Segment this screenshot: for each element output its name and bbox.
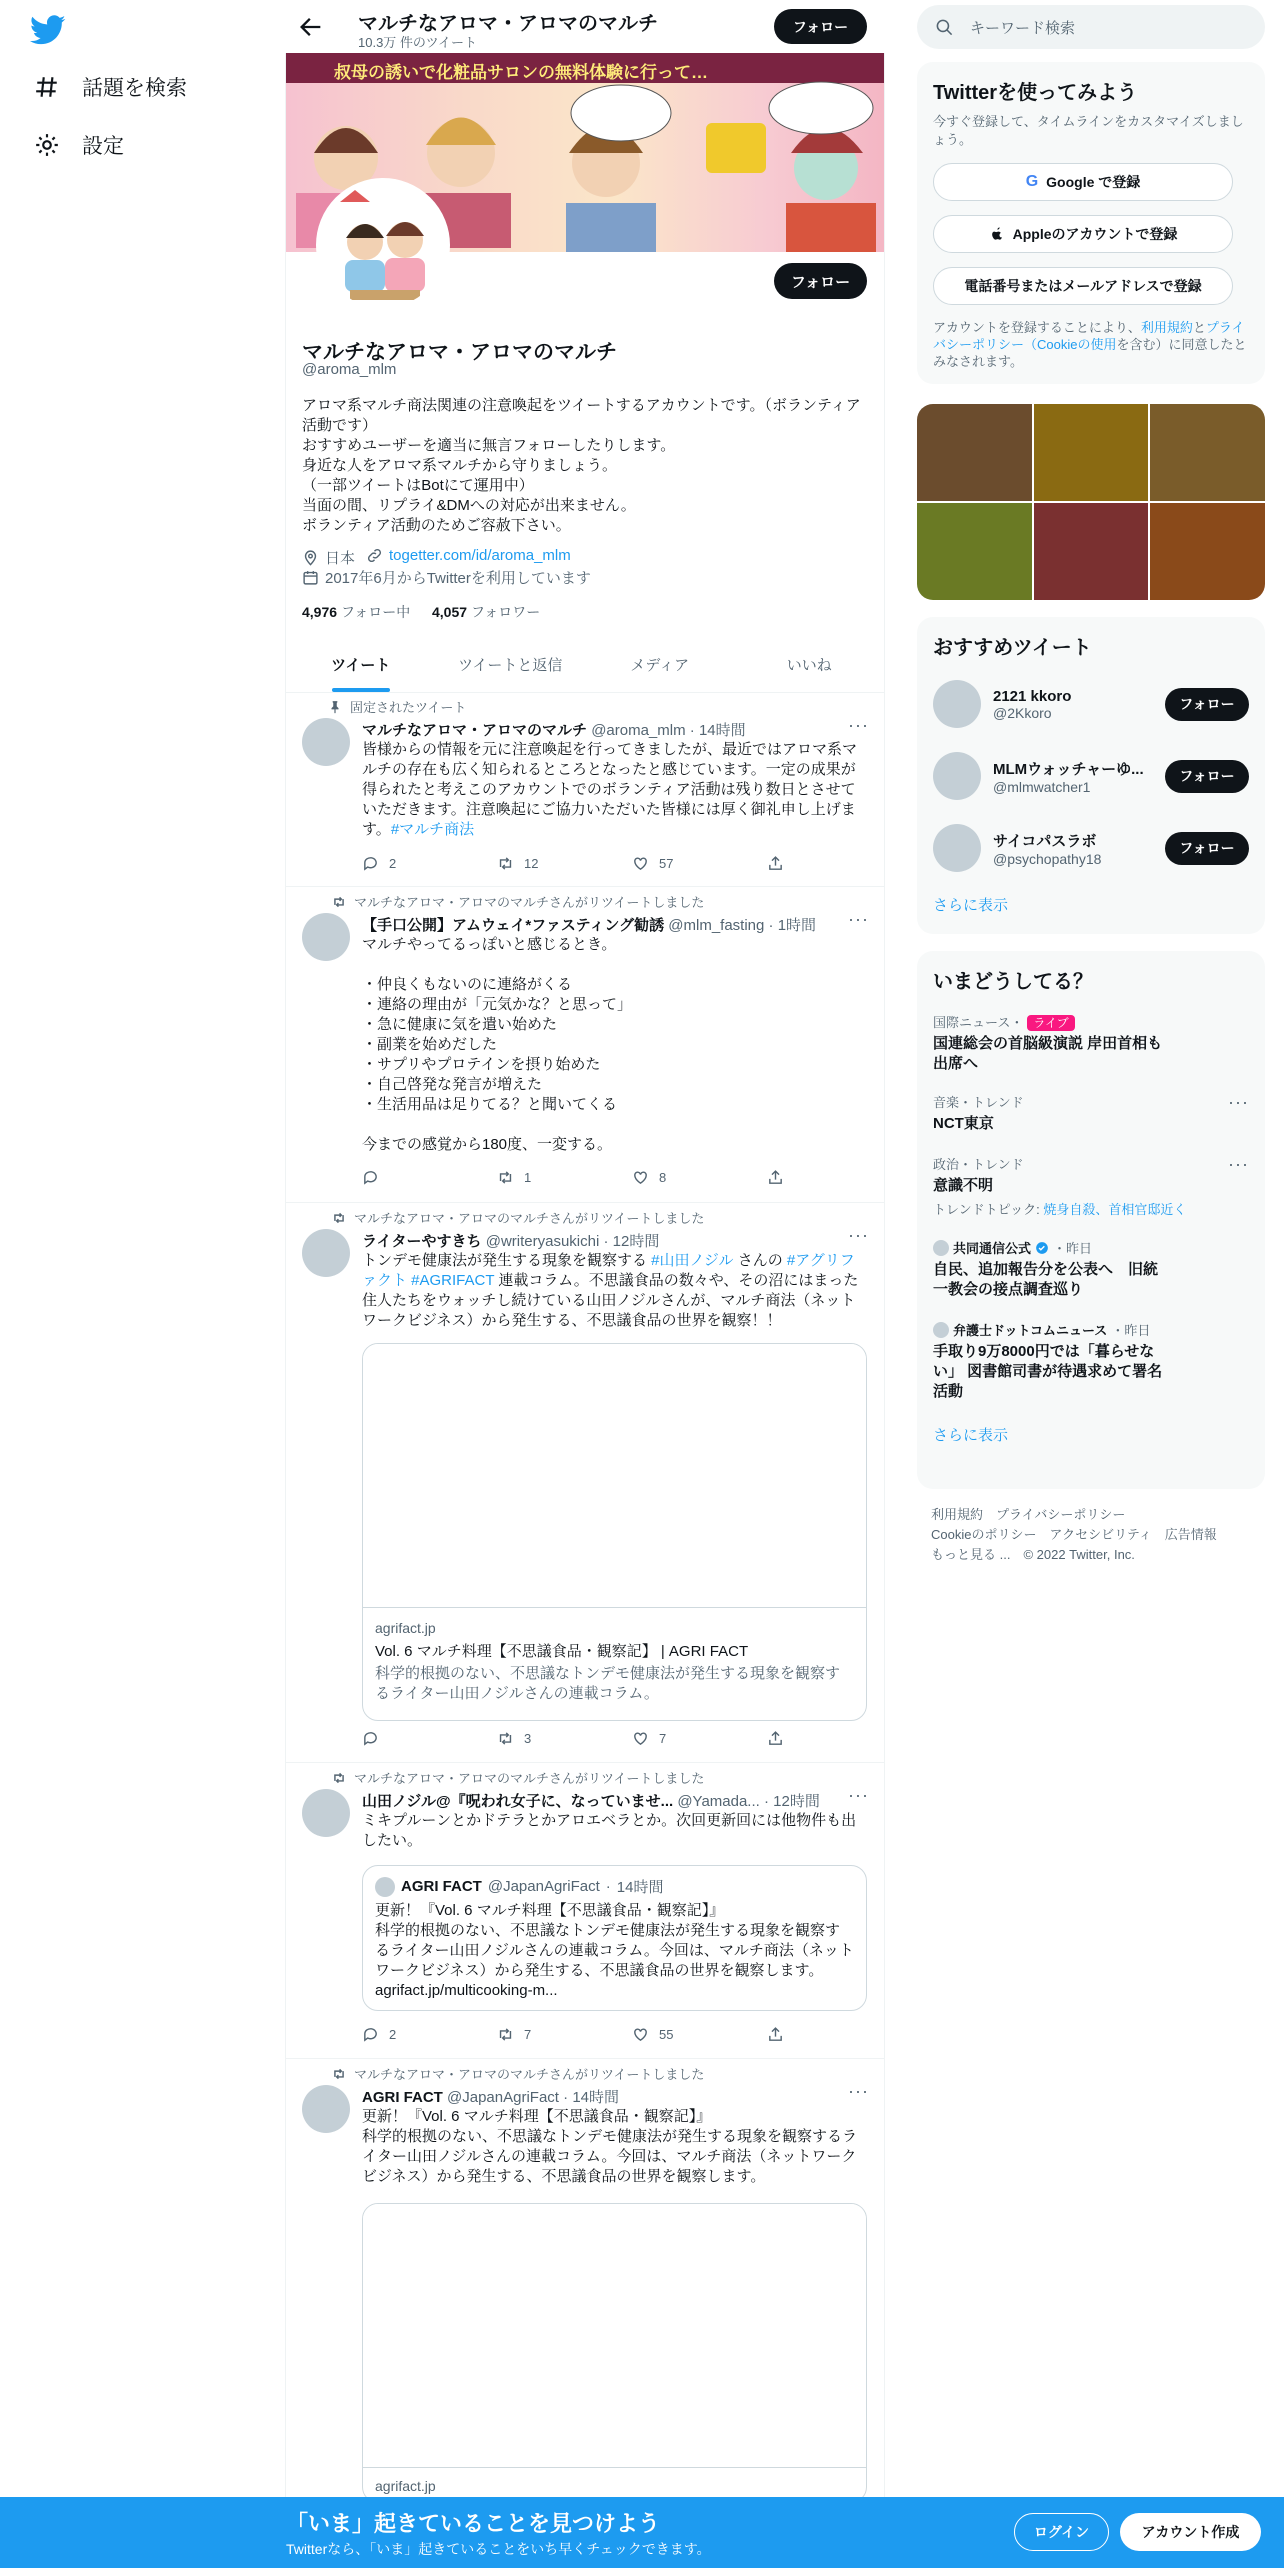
media-thumb[interactable] [917,404,1032,501]
profile-handle: @aroma_mlm [302,361,397,378]
trend-topic [933,1199,1249,1218]
followers-count: 4,057 [432,604,468,620]
media-thumb[interactable] [1034,404,1149,501]
phone-signup-label: 電話番号またはメールアドレスで登録 [964,278,1202,294]
reply-button[interactable] [362,855,497,872]
profile-location [302,547,355,568]
tweet-author-name[interactable]: 山田ノジル@『呪われ女子に、なっていませ... [362,1793,674,1810]
news-source-name: 弁護士ドットコムニュース [953,1323,1108,1338]
tweet-avatar[interactable] [302,1229,350,1277]
quote-avatar [375,1877,395,1897]
recommend-user[interactable] [933,824,1249,872]
trend-item[interactable] [933,1092,1249,1134]
joined-text: 2017年6月からTwitterを利用しています [325,570,591,587]
media-thumb[interactable] [1034,503,1149,600]
tweet-time: 14時間 [698,722,746,739]
retweet-icon [332,2067,346,2081]
news-item[interactable] [933,1320,1249,1402]
header-tweet-count: 10.3万 件のツイート [358,35,478,50]
tweet-author-name[interactable]: AGRI FACT [362,2089,443,2106]
hashtag-link[interactable]: #アグリファクト #AGRIFACT [362,1252,855,1289]
tweet-time: 12時間 [612,1233,660,1250]
tweet-actions [362,2026,902,2043]
search-placeholder: キーワード検索 [970,19,1076,37]
nav-explore[interactable] [34,72,187,102]
hashtag-icon [34,74,60,100]
footer-line[interactable]: もっと見る ... © 2022 Twitter, Inc. [931,1547,1135,1562]
banner-caption: 叔母の誘いで化粧品サロンの無料体験に行って… [334,63,708,82]
gear-icon [34,132,60,158]
share-icon [767,1730,784,1747]
tweet-body: 皆様からの情報を元に注意喚起を行ってきましたが、最近ではアロマ系マルチの存在も広く知られるところとなったと感じています。一定の成果が得られたと考えこのアカウントでのボランティア活動は残り数日とさせていただきます。注意喚起にご協力いただいた皆様には厚く御礼申し上げます。 [362,741,858,838]
tweet-author-name[interactable]: マルチなアロマ・アロマのマルチ [362,722,588,739]
tweet-text [362,1251,867,1331]
trend-topic-link[interactable]: 焼身自殺、首相官邸近く [1043,1202,1187,1217]
share-icon [767,2026,784,2043]
bottom-bar-title: 「いま」起きていることを見つけよう [286,2511,661,2536]
signup-title: Twitterを使ってみよう [933,82,1138,104]
retweet-context-label: マルチなアロマ・アロマのマルチさんがリツイートしました [354,1771,705,1786]
recommend-box [917,617,1265,934]
tweet-actions [362,855,902,872]
tweet-author-name[interactable]: 【手口公開】アムウェイ*ファスティング勧誘 [362,917,665,934]
avatar [933,1322,949,1338]
reply-icon [362,855,379,872]
profile-joined [302,567,591,588]
privacy-link[interactable]: プライバシーポリシー（Cookieの使用 [933,320,1245,352]
more-options-icon[interactable]: ··· [848,909,869,929]
retweet-button[interactable] [497,1169,632,1186]
news-item[interactable] [933,1238,1249,1300]
quote-author-name: AGRI FACT [401,1878,482,1895]
quote-text: 更新！『Vol. 6 マルチ料理【不思議食品・観察記】』 科学的根拠のない、不思議なトンデモ健康法が発生する現象を観察するライター山田ノジルさんの連載コラム。今回は、マルチ商法（ネットワークビジネス）から発生する、不思議食品の世界を観察します。 [375,1902,854,1979]
tweet-avatar[interactable] [302,913,350,961]
card-domain: agrifact.jp [375,1620,436,1636]
heart-icon [632,855,649,872]
retweet-icon [332,895,346,909]
search-icon [935,18,954,37]
tweet-actions [362,1730,902,1747]
followers-stat[interactable] [432,602,540,622]
header-name: マルチなアロマ・アロマのマルチ [358,13,658,35]
card-description: 科学的根拠のない、不思議なトンデモ健康法が発生する現象を観察するライター山田ノジルさんの連載コラム。 [375,1665,841,1702]
news-title: 自民、追加報告分を公表へ 旧統 一教会の接点調査巡り [933,1261,1159,1298]
tweet-text-part: 連載コラム。不思議食品の数々や、その沼にはまった住人たちをウォッチし続けている山田ノジルさんが、マルチ商法（ネットワークビジネス）から発生する、不思議食品の世界を観察！！ [362,1272,859,1329]
link-card[interactable] [362,1343,867,1721]
recommend-follow-button[interactable]: フォロー [1165,832,1249,865]
card-image [363,2204,866,2468]
tweet-handle: @JapanAgriFact [447,2089,559,2106]
trend-topic-label: トレンドトピック: [933,1202,1044,1217]
share-button[interactable] [767,2026,902,2043]
header-follow-button[interactable]: フォロー [774,9,867,44]
footer-line[interactable]: Cookieのポリシー アクセシビリティ 広告情報 [931,1527,1217,1542]
terms-link[interactable]: 利用規約 [1140,320,1193,335]
tweet-header: AGRI FACT @JapanAgriFact · 14時間 [362,2089,619,2106]
tweet-text: マルチやってるっぽいと感じるとき。 ・仲良くもないのに連絡がくる ・連絡の理由が「元気かな？と思って」 ・急に健康に気を遣い始めた ・副業を始めだした ・サプリやプロテインを摂り始めた ・自己啓発な発言が増えた ・生活用品は足りてる？と聞いてくる 今までの感覚から180度、一変する。 [362,936,633,1153]
link-icon [366,547,383,564]
more-options-icon[interactable]: ··· [848,715,869,735]
reply-count: 2 [389,856,397,871]
tweet-handle: @aroma_mlm [591,722,686,739]
quote-time: 14時間 [616,1879,664,1896]
reply-icon [362,1730,379,1747]
tweet-header: 山田ノジル@『呪われ女子に、なっていませ... @Yamada... · 12時間 [362,1793,820,1810]
more-options-icon[interactable]: ··· [848,1225,869,1245]
profile-name: マルチなアロマ・アロマのマルチ [302,341,617,364]
footer-links [931,1505,1261,1565]
signup-button[interactable]: アカウント作成 [1120,2513,1261,2551]
news-source [933,1238,1249,1257]
trends-box [917,951,1265,1489]
tab-likes[interactable]: いいね [786,657,832,674]
pinned-label: 固定されたツイート [350,700,467,715]
retweet-count: 3 [524,1731,532,1746]
recommend-user[interactable] [933,752,1249,800]
news-source-name: 共同通信公式 [953,1241,1032,1256]
tweet-avatar[interactable] [302,1789,350,1837]
following-label: フォロー中 [340,604,411,620]
retweet-context-label: マルチなアロマ・アロマのマルチさんがリツイートしました [354,2067,705,2082]
bottom-signup-bar [0,2497,1284,2568]
tweet-avatar[interactable] [302,2085,350,2133]
retweet-icon [497,2026,514,2043]
share-button[interactable] [767,1730,902,1747]
tweet-handle: @mlm_fasting [668,917,765,934]
card-domain: agrifact.jp [375,2478,436,2494]
trend-title: 国連総会の首脳級演説 岸田首相も 出席へ [933,1035,1163,1072]
pinned-context [328,697,466,716]
retweet-icon [497,1730,514,1747]
pin-icon [328,700,342,714]
recommend-user-name: サイコパスラボ [993,832,1097,850]
like-count: 7 [659,1731,667,1746]
like-button[interactable] [632,2026,767,2043]
media-grid [917,404,1265,600]
tweet-actions [362,1169,902,1186]
retweet-context [332,1768,704,1787]
share-icon [767,855,784,872]
tweet-text-part: さんの [733,1252,787,1269]
avatar [933,1240,949,1256]
apple-signup-label: Appleのアカウントで登録 [1012,226,1178,242]
tweet-text: 更新！『Vol. 6 マルチ料理【不思議食品・観察記】』 科学的根拠のない、不思議なトンデモ健康法が発生する現象を観察するライター山田ノジルさんの連載コラム。今回は、マルチ商法（ネットワークビジネス）から発生する、不思議食品の世界を観察します。 [362,2108,858,2185]
quote-header: AGRI FACT @JapanAgriFact · 14時間 [375,1876,854,1897]
terms-text: と [1192,320,1206,335]
avatar-illustration [320,182,446,308]
tweet-text: ミキプルーンとかドテラとかアロエベラとか。次回更新回には他物件も出したい。 [362,1812,857,1849]
like-count: 57 [659,856,674,871]
avatar [933,824,981,872]
profile-link[interactable] [366,547,571,564]
phone-signup-button[interactable] [933,267,1233,305]
footer-line[interactable]: 利用規約 プライバシーポリシー [931,1507,1126,1522]
terms-text: を含む）に同意したとみなされます。 [933,337,1247,369]
hashtag-link[interactable]: #マルチ商法 [390,821,475,838]
more-options-icon[interactable]: ··· [848,1785,869,1805]
signup-box [917,62,1265,384]
tweet-retweet-3[interactable] [286,1763,884,2059]
nav-settings[interactable] [34,130,124,160]
media-thumb[interactable] [917,503,1032,600]
avatar [933,680,981,728]
trend-title: NCT東京 [933,1115,994,1132]
news-title: 手取り9万8000円では「暮らせな い」 図書館司書が待遇求めて署名 活動 [933,1343,1163,1400]
quote-link: agrifact.jp/multicooking-m... [375,1982,558,1999]
share-icon [767,1169,784,1186]
recommend-user-handle: @2Kkoro [993,704,1052,721]
tweet-handle: @writeryasukichi [485,1233,600,1250]
more-options-icon[interactable]: ··· [848,2081,869,2101]
like-button[interactable] [632,1730,767,1747]
share-button[interactable] [767,855,902,872]
trend-category: 音楽・トレンド [933,1095,1024,1110]
reply-button[interactable] [362,2026,497,2043]
bottom-bar-subtitle: Twitterなら、「いま」起きていることをいち早くチェックできます。 [286,2541,711,2557]
retweet-count: 7 [524,2027,532,2042]
verified-badge-icon [1035,1241,1049,1255]
tweet-text-part: トンデモ健康法が発生する現象を観察する [362,1252,652,1269]
reply-button[interactable] [362,1169,497,1186]
google-signup-button[interactable] [933,163,1233,201]
tab-replies[interactable]: ツイートと返信 [458,657,563,674]
media-thumb[interactable] [1150,503,1265,600]
tweet-time: 12時間 [773,1793,820,1810]
news-source [933,1320,1249,1339]
avatar [933,752,981,800]
trend-category [933,1012,1249,1031]
apple-signup-button[interactable] [933,215,1233,253]
tweet-handle: @Yamada... [677,1793,760,1810]
profile-follow-button[interactable]: フォロー [774,263,867,299]
tweet-retweet-1[interactable] [286,887,884,1203]
tweet-retweet-2[interactable] [286,1203,884,1763]
tab-media[interactable]: メディア [630,657,690,674]
back-arrow-icon[interactable] [297,13,325,41]
link-card[interactable] [362,2203,867,2503]
retweet-button[interactable] [497,1730,632,1747]
google-signup-label: Google で登録 [1046,174,1141,190]
search-bar[interactable] [917,5,1265,49]
like-button[interactable] [632,855,767,872]
trends-title: いまどうしてる？ [933,971,1093,993]
tweet-header: ライターやすきち @writeryasukichi · 12時間 [362,1233,660,1250]
location-text: 日本 [325,550,356,567]
recommend-user-name: MLMウォッチャーゆ... [993,760,1144,778]
signup-terms [933,319,1249,370]
recommend-user[interactable] [933,680,1249,728]
reply-icon [362,1169,379,1186]
profile-tabs [286,637,884,693]
recommend-follow-button[interactable]: フォロー [1165,760,1249,793]
recommend-follow-button[interactable]: フォロー [1165,688,1249,721]
recommend-user-handle: @psychopathy18 [993,850,1102,867]
apple-icon [989,226,1005,242]
heart-icon [632,1169,649,1186]
reply-count: 2 [389,2027,397,2042]
share-button[interactable] [767,1169,902,1186]
retweet-context-label: マルチなアロマ・アロマのマルチさんがリツイートしました [354,895,705,910]
tweet-text [362,740,867,840]
trend-category-text: 国際ニュース・ [933,1015,1024,1030]
tweet-avatar[interactable] [302,718,350,766]
reply-button[interactable] [362,1730,497,1747]
followers-label: フォロワー [470,604,541,620]
heart-icon [632,1730,649,1747]
trend-item[interactable] [933,1154,1249,1218]
nav-settings-label: 設定 [82,135,124,158]
tweet-time: 14時間 [572,2089,619,2106]
retweet-button[interactable] [497,2026,632,2043]
hashtag-link[interactable]: #山田ノジル [651,1252,734,1269]
trend-title: 意識不明 [933,1177,994,1194]
retweet-icon [497,855,514,872]
tweet-author-name[interactable]: ライターやすきち [362,1233,482,1250]
media-thumb[interactable] [1150,404,1265,501]
tweet-header: 【手口公開】アムウェイ*ファスティング勧誘 @mlm_fasting · 1時間 [362,917,817,934]
recommend-show-more[interactable]: さらに表示 [933,897,1009,914]
quote-tweet[interactable] [362,1865,867,2011]
retweet-context-label: マルチなアロマ・アロマのマルチさんがリツイートしました [354,1211,705,1226]
trend-category: 政治・トレンド [933,1157,1024,1172]
following-count: 4,976 [302,604,338,620]
signup-subtitle: 今すぐ登録して、タイムラインをカスタマイズしましょう。 [933,114,1244,147]
card-title: Vol. 6 マルチ料理【不思議食品・観察記】 | AGRI FACT [375,1643,749,1660]
card-image [363,1344,866,1608]
retweet-context [332,2064,704,2083]
reply-icon [362,2026,379,2043]
login-button[interactable]: ログイン [1014,2513,1109,2551]
more-options-icon[interactable]: ··· [1228,1154,1249,1174]
profile-link-text[interactable]: togetter.com/id/aroma_mlm [389,547,571,564]
tab-tweets[interactable]: ツイート [286,637,436,692]
tweet-time: 1時間 [777,917,817,934]
heart-icon [632,2026,649,2043]
retweet-context [332,1208,704,1227]
like-button[interactable] [632,1169,767,1186]
retweet-context [332,892,704,911]
profile-bio: アロマ系マルチ商法関連の注意喚起をツイートするアカウントです。（ボランティア活動です） おすすめユーザーを適当に無言フォローしたりします。 身近な人をアロマ系マルチから守りましょう。 （一部ツイートはBotにて運用中） 当面の間、リプライ&DMへの対応が出来ません。 ボランティア活動のためご容赦下さい。 [302,397,861,534]
quote-handle: @JapanAgriFact [487,1878,600,1895]
profile-avatar[interactable] [316,178,450,312]
live-badge: ライブ [1027,1015,1074,1031]
trends-show-more[interactable]: さらに表示 [933,1427,1009,1444]
news-time: ・昨日 [1111,1323,1151,1338]
recommend-title: おすすめツイート [933,637,1092,659]
retweet-button[interactable] [497,855,632,872]
recommend-user-name: 2121 kkoro [993,687,1072,705]
more-options-icon[interactable]: ··· [1228,1092,1249,1112]
terms-text: アカウントを登録することにより、 [933,320,1141,335]
retweet-icon [497,1169,514,1186]
tweet-retweet-4[interactable] [286,2059,884,2499]
like-count: 55 [659,2027,674,2042]
retweet-count: 1 [524,1170,532,1185]
like-count: 8 [659,1170,667,1185]
news-time: ・昨日 [1053,1241,1093,1256]
location-pin-icon [302,549,319,566]
tweet-pinned[interactable] [286,693,884,887]
nav-explore-label: 話題を検索 [82,77,187,100]
retweet-icon [332,1771,346,1785]
calendar-icon [302,569,319,586]
retweet-count: 12 [524,856,539,871]
retweet-icon [332,1211,346,1225]
twitter-logo-icon[interactable] [30,12,66,48]
trend-item[interactable] [933,1012,1249,1074]
tweet-header: マルチなアロマ・アロマのマルチ @aroma_mlm · 14時間 [362,722,746,739]
google-icon: G [1025,173,1039,190]
following-stat[interactable] [302,602,410,622]
recommend-user-handle: @mlmwatcher1 [993,778,1091,795]
